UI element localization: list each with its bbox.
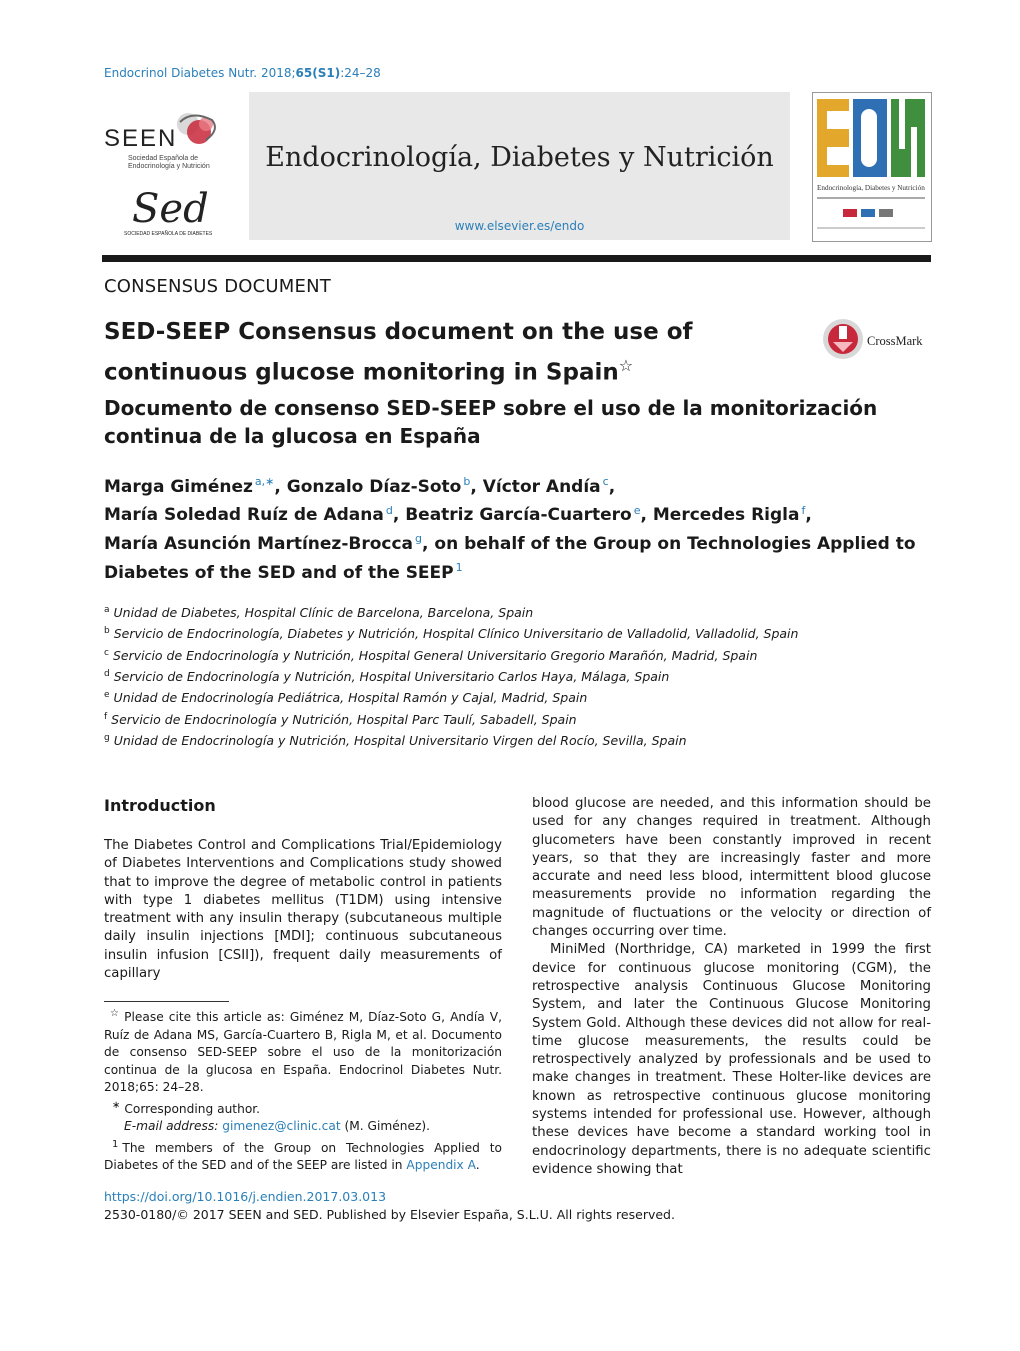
affiliation-item: $^d$ Servicio de Endocrinología y Nutrición, Hospital Universitario Carlos Haya, Málaga, Spain bbox=[104, 669, 670, 685]
author-3: Víctor Andía $^c$, bbox=[482, 475, 616, 497]
header-rule bbox=[102, 255, 931, 262]
affiliation-item: $^b$ Servicio de Endocrinología, Diabetes y Nutrición, Hospital Clínico Universitario de Valladolid, Valladolid, Spain bbox=[104, 626, 799, 642]
seen-logo-sub2: Endocrinología y Nutrición bbox=[128, 163, 210, 170]
group-footnote-marker[interactable]: 1 bbox=[455, 560, 463, 574]
journal-title: Endocrinología, Diabetes y Nutrición bbox=[265, 142, 774, 173]
sed-logo-sub: SOCIEDAD ESPAÑOLA DE DIABETES bbox=[124, 231, 213, 237]
appendix-link[interactable]: Appendix A bbox=[406, 1158, 476, 1173]
body-column-left bbox=[104, 795, 502, 983]
sed-logo-text: Sed bbox=[132, 186, 209, 232]
affiliation-item: $^f$ Servicio de Endocrinología y Nutrición, Hospital Parc Taulí, Sabadell, Spain bbox=[104, 711, 577, 727]
author-1: Marga Giménez $^{a,∗}$, bbox=[104, 475, 287, 497]
article-type: CONSENSUS DOCUMENT bbox=[104, 276, 331, 297]
society-logos bbox=[102, 92, 248, 242]
masthead-band bbox=[249, 92, 790, 240]
journal-cover[interactable] bbox=[812, 92, 932, 242]
author-5-affil[interactable]: e bbox=[633, 503, 641, 517]
body-column-right bbox=[532, 795, 931, 1179]
footnote-corresponding: ∗ Corresponding author. bbox=[112, 1099, 261, 1116]
author-4-affil[interactable]: d bbox=[385, 503, 393, 517]
section-heading-introduction: Introduction bbox=[104, 796, 216, 815]
article-title-es: Documento de consenso SED-SEEP sobre el uso de la monitorización continua de la glucosa en España bbox=[104, 396, 878, 448]
journal-masthead bbox=[102, 92, 790, 242]
body-paragraph: blood glucose are needed, and this information should be used for any changes required in treatment. Although glucometers have been constantly improved in recent years, so that they are increasingly faster and more accurate and need less blood, intermittent blood glucose measurements provide no information regarding the magnitude of fluctuations or the velocity or direction of changes occurring over time. bbox=[532, 796, 931, 940]
author-3-affil[interactable]: c bbox=[602, 475, 609, 488]
title-en-text: SED-SEEP Consensus document on the use of continuous glucose monitoring in Spain bbox=[104, 319, 693, 386]
title-footnote-marker[interactable]: ☆ bbox=[618, 356, 634, 375]
email-link[interactable]: gimenez@clinic.cat bbox=[222, 1119, 341, 1134]
doi-link[interactable]: https://doi.org/10.1016/j.endien.2017.03.013 bbox=[104, 1189, 387, 1204]
author-list bbox=[104, 470, 924, 585]
affiliation-item: $^a$ Unidad de Diabetes, Hospital Clínic de Barcelona, Barcelona, Spain bbox=[104, 605, 534, 621]
affiliation-item: $^c$ Servicio de Endocrinología y Nutrición, Hospital General Universitario Gregorio Marañón, Madrid, Spain bbox=[104, 647, 758, 663]
author-2-affil[interactable]: b bbox=[463, 475, 471, 488]
author-5: Beatriz García-Cuartero $^e$, bbox=[405, 503, 653, 526]
edn-cover-icon bbox=[813, 93, 931, 241]
author-7: María Asunción Martínez-Brocca $^g$, on behalf of the Group on Technologies Applied to Diabetes of the SED and of the SEEP bbox=[104, 532, 916, 583]
seen-logo-text: SEEN bbox=[104, 125, 178, 152]
footnote-group: $^1$ The members of the Group on Technologies Applied to Diabetes of the SED and of the SEEP are listed in Appendix A. bbox=[104, 1138, 502, 1173]
footnote-citation: ☆ Please cite this article as: Giménez M, Díaz-Soto G, Andía V, Ruíz de Adana MS, García-Cuartero B, Rigla M, et al. Documento de consenso SED-SEEP sobre el uso de la monitorización continua de la glucosa en España. Endocrinol Diabetes Nutr. 2018;65: 24–28. bbox=[104, 1008, 503, 1095]
author-4: María Soledad Ruíz de Adana $^d$, bbox=[104, 503, 406, 526]
copyright-notice: 2530-0180/© 2017 SEEN and SED. Published by Elsevier España, S.L.U. All rights reserved. bbox=[104, 1207, 675, 1222]
journal-url-link[interactable]: www.elsevier.es/endo bbox=[454, 219, 585, 233]
crossmark-icon bbox=[822, 318, 934, 362]
author-7-affil[interactable]: g bbox=[415, 532, 423, 546]
affiliations bbox=[104, 601, 924, 751]
crossmark-button[interactable] bbox=[822, 318, 934, 362]
affiliation-item: $^e$ Unidad de Endocrinología Pediátrica, Hospital Ramón y Cajal, Madrid, Spain bbox=[104, 690, 588, 706]
seen-logo-sub1: Sociedad Española de bbox=[128, 155, 199, 162]
footnote-rule bbox=[104, 1001, 229, 1002]
seen-sed-logo-icon bbox=[102, 92, 248, 242]
journal-ref-pages: :24–28 bbox=[340, 66, 381, 80]
author-6-affil[interactable]: f bbox=[801, 503, 806, 517]
author-2: Gonzalo Díaz-Soto $^b$, bbox=[286, 475, 483, 497]
author-1-affil[interactable]: a,∗ bbox=[254, 475, 275, 488]
body-paragraph: The Diabetes Control and Complications Trial/Epidemiology of Diabetes Interventions and Complications study showed that to improve the degree of metabolic control in patients with type 1 diabetes mellitus (T1DM) using intensive treatment with any insulin therapy (subcutaneous multiple daily insulin injections [MDI]; continuous subcutaneous insulin infusion [CSII]), frequent daily measurements of capillary bbox=[104, 838, 502, 982]
footnotes bbox=[104, 1005, 502, 1175]
footnote-email: E-mail address: gimenez@clinic.cat (M. Giménez). bbox=[124, 1119, 430, 1134]
crossmark-label: CrossMark bbox=[867, 334, 923, 348]
author-6: Mercedes Rigla $^f$, bbox=[652, 503, 812, 526]
body-paragraph: MiniMed (Northridge, CA) marketed in 1999 the first device for continuous glucose monitoring (CGM), the retrospective analysis Continuous Glucose Monitoring System, and later the Continuous Glucose Monitoring System Gold. Although these devices did not allow for real-time glucose measurements, the results could be retrospectively analyzed by professionals and be used to make changes in treatment. These Holter-like devices are known as retrospective continuous glucose monitoring systems intended for professional use. However, although these devices have become a standard working tool in endocrinology departments, there is no adequate scientific evidence showing that bbox=[532, 942, 931, 1177]
journal-ref-prefix: Endocrinol Diabetes Nutr. 2018; bbox=[104, 66, 296, 80]
cover-subtitle: Endocrinología, Diabetes y Nutrición bbox=[817, 184, 925, 192]
affiliation-item: $^g$ Unidad de Endocrinología y Nutrición, Hospital Universitario Virgen del Rocío, Sevilla, Spain bbox=[104, 733, 687, 749]
article-title-en bbox=[104, 316, 704, 390]
journal-citation[interactable] bbox=[104, 66, 381, 80]
journal-ref-volume: 65(S1) bbox=[295, 66, 341, 80]
